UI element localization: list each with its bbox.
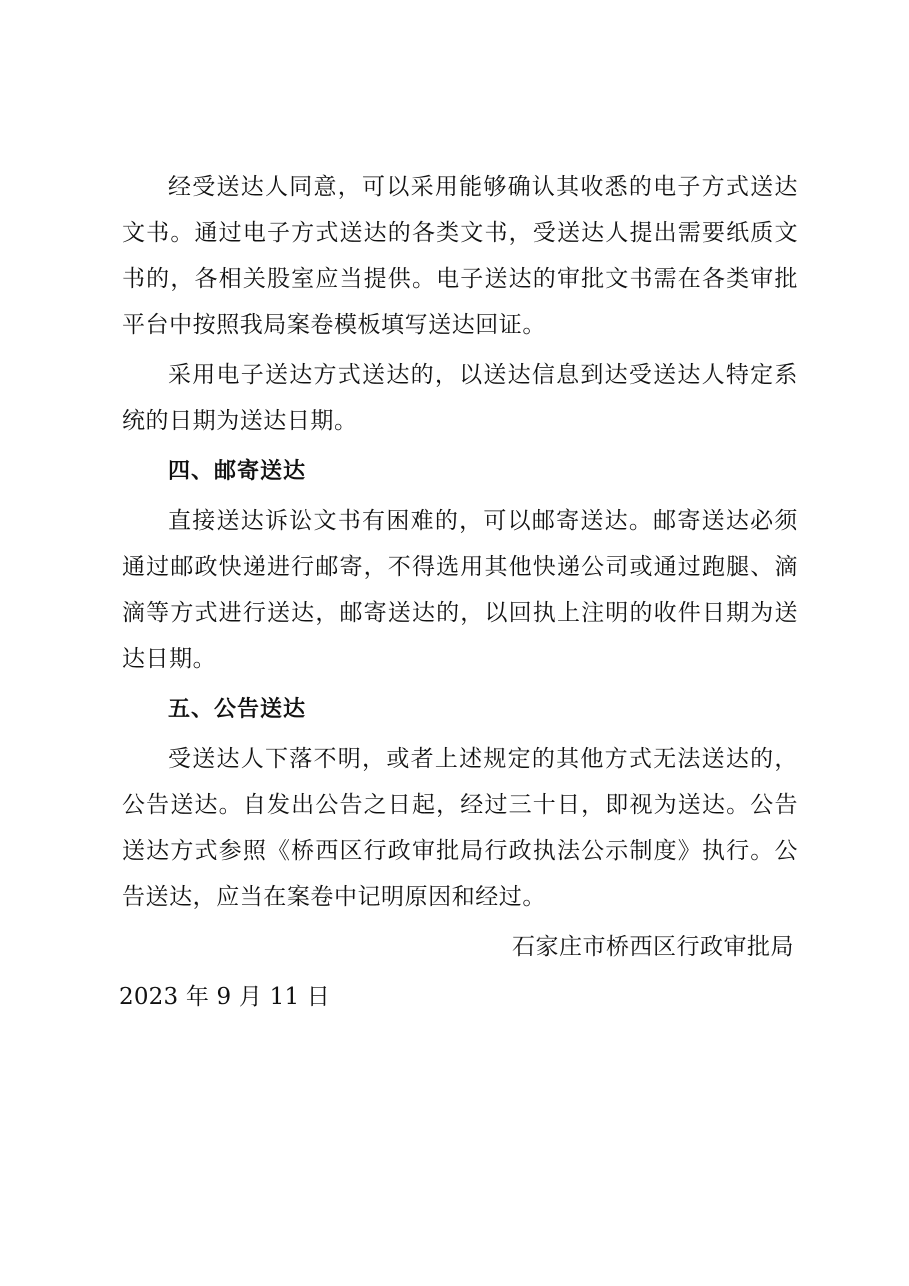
- paragraph-electronic-delivery: 经受送达人同意，可以采用能够确认其收悉的电子方式送达文书。通过电子方式送达的各类文书，受送达人提出需要纸质文书的，各相关股室应当提供。电子送达的审批文书需在各类审批平台中按照我局案卷模板填写送达回证。: [122, 174, 798, 338]
- paragraph-public-notice: 受送达人下落不明，或者上述规定的其他方式无法送达的，公告送达。自发出公告之日起，经过三十日，即视为送达。公告送达方式参照《桥西区行政审批局行政执法公示制度》执行。公告送达，应当在案卷中记明原因和经过。: [122, 746, 798, 910]
- section-heading-mail-delivery: 四、邮寄送达: [168, 459, 307, 484]
- issuing-authority-signature: 石家庄市桥西区行政审批局: [512, 934, 794, 960]
- section-heading-public-notice: 五、公告送达: [168, 697, 307, 722]
- paragraph-mail-delivery: 直接送达诉讼文书有困难的，可以邮寄送达。邮寄送达必须通过邮政快递进行邮寄，不得选用其他快递公司或通过跑腿、滴滴等方式进行送达，邮寄送达的，以回执上注明的收件日期为送达日期。: [122, 508, 798, 672]
- document-body: [119, 164, 798, 1020]
- document-date: 2023 年 9 月 11 日: [119, 984, 330, 1010]
- paragraph-electronic-delivery-date: 采用电子送达方式送达的，以送达信息到达受送达人特定系统的日期为送达日期。: [122, 362, 798, 434]
